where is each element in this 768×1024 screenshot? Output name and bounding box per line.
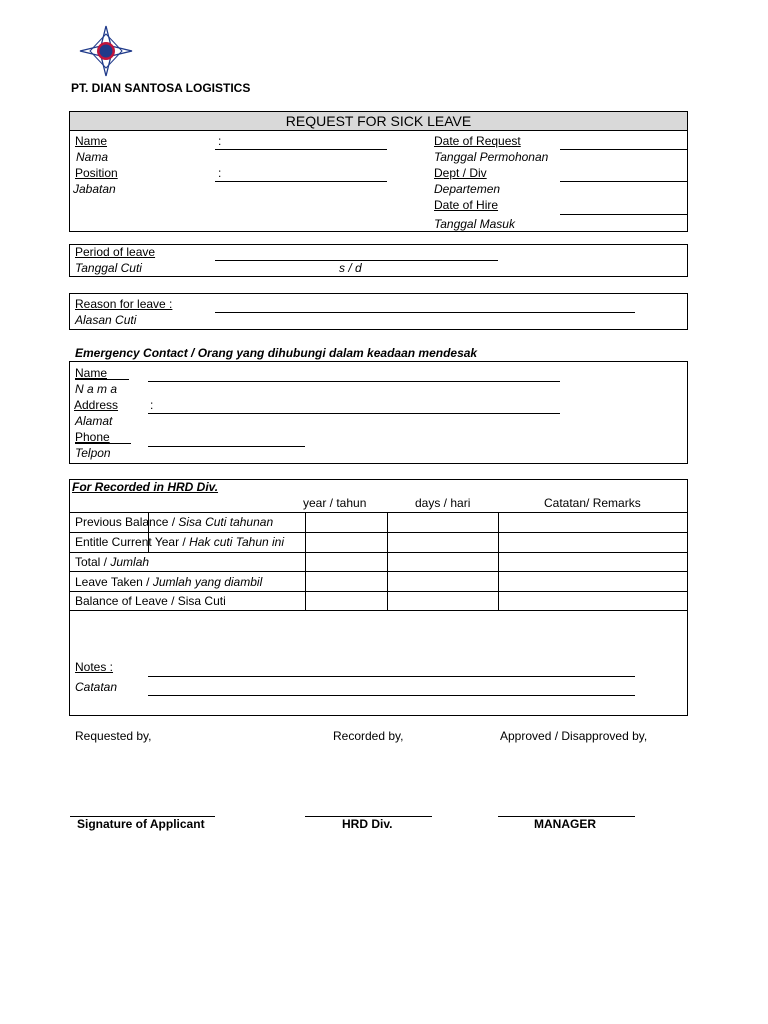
table-line (69, 610, 688, 611)
row-label-en: Entitle Current Year / (75, 535, 190, 549)
table-line (498, 512, 499, 610)
row-label-en: Leave Taken / (75, 575, 153, 589)
dept-field[interactable] (560, 181, 687, 182)
emergency-phone-label-id: Telpon (75, 446, 111, 460)
notes-label-id: Catatan (75, 680, 118, 694)
emergency-address-label-id: Alamat (75, 414, 113, 428)
reason-label-id: Alasan Cuti (75, 313, 137, 327)
applicant-signature-label: Signature of Applicant (77, 817, 205, 831)
period-label: Period of leave (75, 245, 156, 259)
table-row (75, 575, 262, 589)
name-label-id: Nama (76, 150, 109, 164)
position-label: Position (75, 166, 118, 180)
position-colon: : (218, 166, 222, 180)
table-line (69, 591, 688, 592)
row-label-en: Previous Balance / (75, 515, 179, 529)
date-request-field[interactable] (560, 149, 687, 150)
company-logo-icon (76, 24, 136, 78)
recorded-by-label: Recorded by, (333, 729, 404, 743)
hire-label: Date of Hire (434, 198, 499, 212)
form-title: REQUEST FOR SICK LEAVE (69, 111, 688, 131)
table-line (305, 512, 306, 610)
emergency-name-underline (75, 379, 129, 380)
dept-label-id: Departemen (434, 182, 501, 196)
emergency-phone-field[interactable] (148, 446, 305, 447)
dept-label: Dept / Div (434, 166, 487, 180)
emergency-address-colon: : (150, 398, 154, 412)
position-field[interactable] (215, 181, 387, 182)
row-label-en: Total / (75, 555, 111, 569)
requested-by-label: Requested by, (75, 729, 152, 743)
notes-label: Notes : (75, 660, 114, 674)
notes-field[interactable] (148, 676, 635, 677)
company-name: PT. DIAN SANTOSA LOGISTICS (71, 81, 251, 95)
table-row (75, 594, 226, 608)
manager-signature-label: MANAGER (534, 817, 596, 831)
table-row (75, 515, 273, 529)
table-line (69, 532, 688, 533)
position-label-id: Jabatan (73, 182, 116, 196)
period-label-id: Tanggal Cuti (75, 261, 142, 275)
hire-label-id: Tanggal Masuk (434, 217, 515, 231)
name-label: Name (75, 134, 108, 148)
emergency-address-field[interactable] (148, 413, 560, 414)
col-header-remarks: Catatan/ Remarks (544, 496, 641, 510)
emergency-phone-label: Phone (75, 430, 110, 444)
name-field[interactable] (215, 149, 387, 150)
table-row (75, 535, 284, 549)
hire-field[interactable] (560, 214, 687, 215)
table-row (75, 555, 149, 569)
emergency-phone-underline (75, 443, 131, 444)
reason-label: Reason for leave : (75, 297, 173, 311)
emergency-name-label-id: N a m a (75, 382, 118, 396)
hrd-signature-label: HRD Div. (342, 817, 393, 831)
approved-by-label: Approved / Disapproved by, (500, 729, 648, 743)
col-header-days: days / hari (415, 496, 471, 510)
row-label-id: Sisa Cuti tahunan (178, 515, 274, 529)
row-label-id: Jumlah (110, 555, 150, 569)
period-separator: s / d (339, 261, 362, 275)
emergency-name-label: Name (75, 366, 108, 380)
date-request-label-id: Tanggal Permohonan (434, 150, 549, 164)
hrd-heading: For Recorded in HRD Div. (72, 480, 219, 494)
emergency-heading: Emergency Contact / Orang yang dihubungi dalam keadaan mendesak (75, 346, 478, 360)
table-line (69, 571, 688, 572)
row-label-id: Jumlah yang diambil (152, 575, 263, 589)
table-line (69, 552, 688, 553)
name-colon: : (218, 134, 222, 148)
emergency-address-label: Address (74, 398, 119, 412)
table-line (387, 512, 388, 610)
row-label-id: Hak cuti Tahun ini (189, 535, 285, 549)
col-header-year: year / tahun (303, 496, 367, 510)
row-label-en: Balance of Leave / Sisa Cuti (75, 594, 226, 608)
emergency-name-field[interactable] (148, 381, 560, 382)
table-line (69, 512, 688, 513)
date-request-label: Date of Request (434, 134, 521, 148)
reason-field[interactable] (215, 312, 635, 313)
notes-field-2[interactable] (148, 695, 635, 696)
